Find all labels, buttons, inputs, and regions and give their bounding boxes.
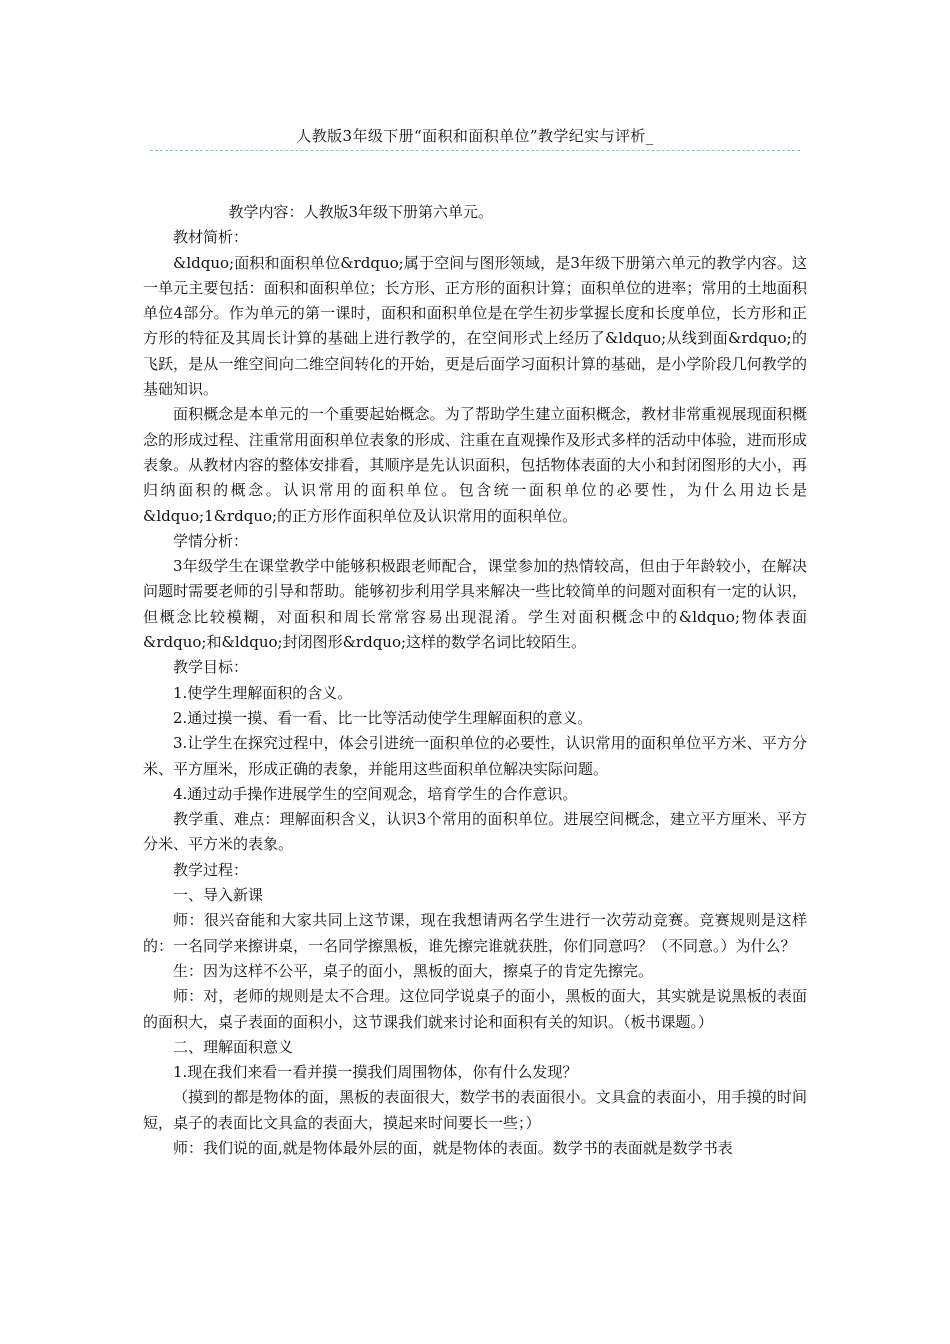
list-item: 4.通过动手操作进展学生的空间观念，培育学生的合作意识。 — [173, 784, 578, 803]
paragraph: &ldquo;面积和面积单位&rdquo;属于空间与图形领域，是3年级下册第六单元的教学内容。这一单元主要包括：面积和面积单位；长方形、正方形的面积计算；面积单位的进率；常用的土地面积单位4部分。作为单元的第一课时，面积和面积单位是在学生初步掌握长度和长度单位，长方形和正方形的特征及其周长计算的基础上进行教学的，在空间形式上经历了&ldquo;从线到面&rdquo;的飞跃，是从一维空间向二维空间转化的开始，更是后面学习面积计算的基础，是小学阶段几何教学的基础知识。 — [143, 253, 807, 399]
heading-teaching-process: 教学过程： — [173, 860, 249, 879]
dialogue-line: 师：很兴奋能和大家共同上这节课，现在我想请两名学生进行一次劳动竞赛。竞赛规则是这样的：一名同学来擦讲桌，一名同学擦黑板，谁先擦完谁就获胜，你们同意吗？（不同意。）为什么？ — [143, 911, 807, 955]
heading-textbook-analysis: 教材简析： — [173, 228, 249, 247]
heading-teaching-goals: 教学目标： — [173, 658, 249, 677]
list-item: 3.让学生在探究过程中，体会引进统一面积单位的必要性，认识常用的面积单位平方米、平方分米、平方厘米，形成正确的表象，并能用这些面积单位解决实际问题。 — [143, 734, 807, 778]
dialogue-line: 生：因为这样不公平，桌子的面小，黑板的面大，擦桌子的肯定先擦完。 — [173, 961, 654, 980]
list-item: 1.使学生理解面积的含义。 — [173, 683, 353, 702]
list-item: 1.现在我们来看一看并摸一摸我们周围物体，你有什么发现？ — [173, 1063, 578, 1082]
paragraph-teaching-content: 教学内容：人教版3年级下册第六单元。 — [228, 203, 494, 221]
list-item: 2.通过摸一摸、看一看、比一比等活动使学生理解面积的意义。 — [173, 708, 593, 727]
section-heading: 二、理解面积意义 — [173, 1037, 294, 1056]
document-body — [143, 200, 807, 1161]
dialogue-line: 师：对，老师的规则是太不合理。这位同学说桌子的面小，黑板的面大，其实就是说黑板的表面的面积大，桌子表面的面积小，这节课我们就来讨论和面积有关的知识。（板书课题。） — [143, 987, 807, 1031]
paragraph-key-points: 教学重、难点：理解面积含义，认识3个常用的面积单位。进展空间概念，建立平方厘米、平方分米、平方米的表象。 — [143, 810, 807, 854]
dialogue-line: 师：我们说的面,就是物体最外层的面，就是物体的表面。数学书的表面就是数学书表 — [173, 1138, 733, 1157]
paragraph: 3年级学生在课堂教学中能够积极跟老师配合，课堂参加的热情较高，但由于年龄较小，在解决问题时需要老师的引导和帮助。能够初步利用学具来解决一些比较简单的问题对面积有一定的认识，但概念比较模糊，对面积和周长常常容易出现混淆。学生对面积概念中的&ldquo;物体表面&rdquo;和&ldquo;封闭图形&rdquo;这样的数学名词比较陌生。 — [143, 557, 807, 652]
section-heading: 一、导入新课 — [173, 886, 264, 905]
document-title: 人教版3年级下册“面积和面积单位”教学纪实与评析_ — [296, 127, 654, 145]
heading-student-analysis: 学情分析： — [173, 531, 249, 550]
title-divider — [150, 150, 800, 151]
paragraph: 面积概念是本单元的一个重要起始概念。为了帮助学生建立面积概念，教材非常重视展现面积概念的形成过程、注重常用面积单位表象的形成、注重在直观操作及形式多样的活动中体验，进而形成表象。从教材内容的整体安排看，其顺序是先认识面积，包括物体表面的大小和封闭图形的大小，再归纳面积的概念。认识常用的面积单位。包含统一面积单位的必要性，为什么用边长是&ldquo;1&rdquo;的正方形作面积单位及认识常用的面积单位。 — [143, 405, 807, 525]
paragraph: （摸到的都是物体的面，黑板的表面很大，数学书的表面很小。文具盒的表面小，用手摸的时间短，桌子的表面比文具盒的表面大，摸起来时间要长一些；） — [143, 1088, 807, 1132]
